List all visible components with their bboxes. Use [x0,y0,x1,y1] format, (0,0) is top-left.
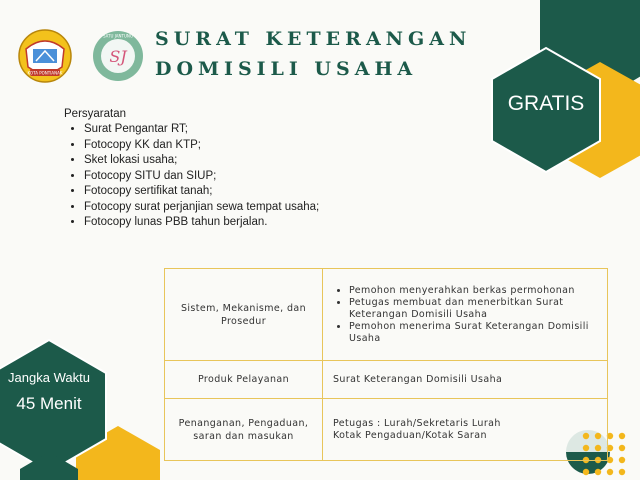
table-row [165,399,608,461]
page-title [155,24,471,84]
duration-badge [0,369,98,416]
table-row [165,361,608,399]
row-value [323,269,608,361]
requirement-item: • Sket lokasi usaha; [84,153,319,169]
row-label: Sistem, Mekanisme, dan Prosedur [165,269,323,361]
procedure-item: • Pemohon menerima Surat Keterangan Domisili Usaha [349,321,597,345]
gratis-badge: GRATIS [507,92,585,115]
procedure-item: • Petugas membuat dan menerbitkan Surat Keterangan Domisili Usaha [349,297,597,321]
dot [619,457,625,463]
logo2-text: SJ [109,47,127,66]
requirement-item: • Fotocopy sertifikat tanah; [84,184,319,200]
sj-logo [92,30,144,82]
requirement-item: • Fotocopy lunas PBB tahun berjalan. [84,215,319,231]
title-line-2: DOMISILI USAHA [155,58,418,80]
requirements-section [64,107,319,231]
duration-value: 45 Menit [16,394,82,413]
procedure-list [333,285,597,345]
requirement-item: • Surat Pengantar RT; [84,122,319,138]
requirements-list [64,122,319,231]
requirement-item: • Fotocopy surat perjanjian sewa tempat usaha; [84,200,319,216]
duration-label: Jangka Waktu [8,370,90,385]
title-line-1: SURAT KETERANGAN [155,28,472,50]
procedure-item: • Pemohon menyerahkan berkas permohonan [349,285,597,297]
row-label: Penanganan, Pengaduan, saran dan masukan [165,399,323,461]
row-value-line: Petugas : Lurah/Sekretaris Lurah [333,417,501,429]
logo1-text: KOTA PONTIANAK [27,70,63,76]
dot [595,469,601,475]
dot [619,445,625,451]
table-row [165,269,608,361]
dot [619,433,625,439]
row-value: Surat Keterangan Domisili Usaha [323,361,608,399]
row-value-line: Kotak Pengaduan/Kotak Saran [333,429,487,441]
logo2-ring-text: SATU JANTUNG [103,33,133,39]
requirement-item: • Fotocopy KK dan KTP; [84,138,319,154]
dot [607,469,613,475]
dot [619,469,625,475]
requirements-title: Persyaratan [64,108,127,120]
dot [583,469,589,475]
service-info-table [164,268,608,461]
row-label: Produk Pelayanan [165,361,323,399]
city-emblem-logo [16,27,74,85]
row-value [323,399,608,461]
requirement-item: • Fotocopy SITU dan SIUP; [84,169,319,185]
